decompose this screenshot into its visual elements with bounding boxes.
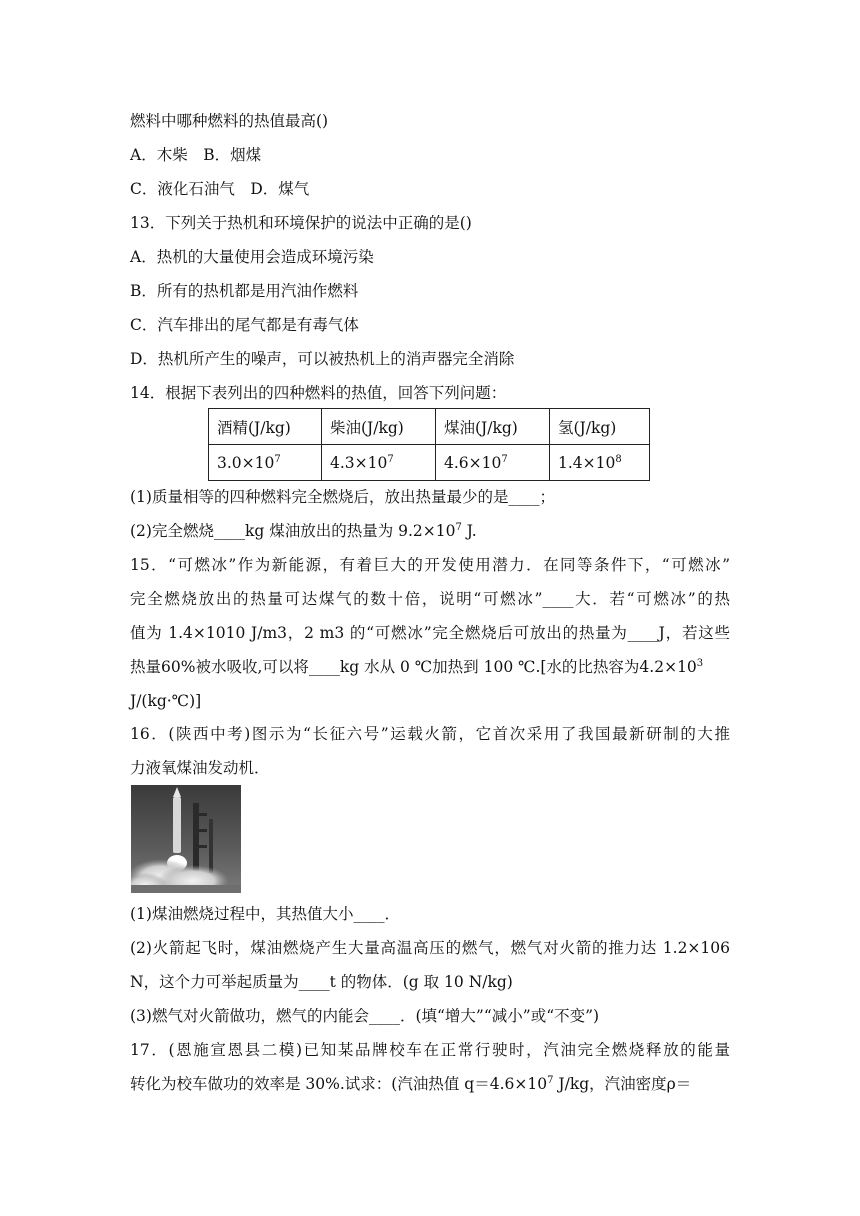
- q16-part3: (3)燃气对火箭做功，燃气的内能会____．(填“增大”“减小”或“不变”): [130, 1007, 600, 1025]
- table-cell: [436, 445, 550, 481]
- q16-part2-line2: N，这个力可举起质量为____t 的物体．(g 取 10 N/kg): [130, 973, 513, 991]
- q15-line4: [130, 657, 703, 677]
- table-cell: [322, 445, 436, 481]
- table-header-cell: 柴油(J/kg): [322, 409, 436, 445]
- table-header-row: [209, 409, 650, 445]
- value-exponent: 7: [501, 453, 508, 465]
- q14-part1: (1)质量相等的四种燃料完全燃烧后，放出热量最少的是____；: [130, 488, 555, 506]
- q14-stem: 14．根据下表列出的四种燃料的热值，回答下列问题：: [130, 384, 507, 402]
- table-cell: [550, 445, 650, 481]
- q16-part1: (1)煤油燃烧过程中，其热值大小____．: [130, 905, 400, 923]
- value-base: 3.0×10: [217, 453, 275, 472]
- q13-option-d: D．热机所产生的噪声，可以被热机上的消声器完全消除: [130, 350, 515, 368]
- value-exponent: 7: [274, 453, 281, 465]
- q14-part2-unit: J.: [461, 522, 477, 540]
- q15-line3: 值为 1.4×1010 J/m3，2 m3 的“可燃冰”完全燃烧后可放出的热量为____J，若这些: [130, 624, 730, 642]
- rocket-launch-photo: [131, 785, 241, 893]
- q13-stem: 13．下列关于热机和环境保护的说法中正确的是(): [130, 214, 472, 232]
- q14-part2-text: (2)完全燃烧____kg 煤油放出的热量为 9.2×10: [130, 522, 456, 540]
- value-base: 4.6×10: [444, 453, 502, 472]
- q15-line1: 15．“可燃冰”作为新能源，有着巨大的开发使用潜力．在同等条件下，“可燃冰”: [130, 556, 730, 574]
- table-row: [209, 445, 650, 481]
- fuel-heat-value-table: [208, 408, 650, 481]
- q13-option-c: C．汽车排出的尾气都是有毒气体: [130, 316, 359, 334]
- q17-line2-exponent: 7: [547, 1075, 554, 1086]
- q15-line4-exponent: 3: [696, 658, 704, 669]
- value-base: 4.3×10: [330, 453, 388, 472]
- q16-part2-line1: (2)火箭起飞时，煤油燃烧产生大量高温高压的燃气，燃气对火箭的推力达 1.2×106: [130, 939, 730, 957]
- q17-line1: 17．(恩施宣恩县二模)已知某品牌校车在正常行驶时，汽油完全燃烧释放的能量: [130, 1041, 730, 1059]
- table-header-cell: 酒精(J/kg): [209, 409, 322, 445]
- value-base: 1.4×10: [558, 453, 616, 472]
- table-header-cell: 氢(J/kg): [550, 409, 650, 445]
- q15-line5: J/(kg·℃)]: [130, 692, 202, 710]
- q12-stem: 燃料中哪种燃料的热值最高(): [130, 112, 329, 130]
- q17-line2-text: 转化为校车做功的效率是 30%.试求：(汽油热值 q＝4.6×10: [130, 1075, 548, 1093]
- q16-line1: 16．(陕西中考)图示为“长征六号”运载火箭，它首次采用了我国最新研制的大推: [130, 725, 730, 743]
- table-cell: [209, 445, 322, 481]
- value-exponent: 8: [615, 453, 622, 465]
- q17-line2-tail: J/kg，汽油密度ρ＝: [553, 1075, 692, 1093]
- q16-line2: 力液氧煤油发动机．: [130, 759, 270, 777]
- value-exponent: 7: [387, 453, 394, 465]
- q12-options-cd: C．液化石油气 D．煤气: [130, 180, 310, 198]
- q15-line2: 完全燃烧放出的热量可达煤气的数十倍，说明“可燃冰”____大．若“可燃冰”的热: [130, 590, 730, 608]
- q15-line4-text: 热量60%被水吸收,可以将____kg 水从 0 ℃加热到 100 ℃.[水的比热容为4.2×10: [130, 658, 697, 676]
- q13-option-b: B．所有的热机都是用汽油作燃料: [130, 282, 359, 300]
- table-header-cell: 煤油(J/kg): [436, 409, 550, 445]
- q12-options-ab: A．木柴 B．烟煤: [130, 146, 262, 164]
- q13-option-a: A．热机的大量使用会造成环境污染: [130, 248, 374, 266]
- q14-part2-exponent: 7: [455, 522, 462, 533]
- q17-line2: [130, 1074, 691, 1094]
- q14-part2: [130, 521, 477, 541]
